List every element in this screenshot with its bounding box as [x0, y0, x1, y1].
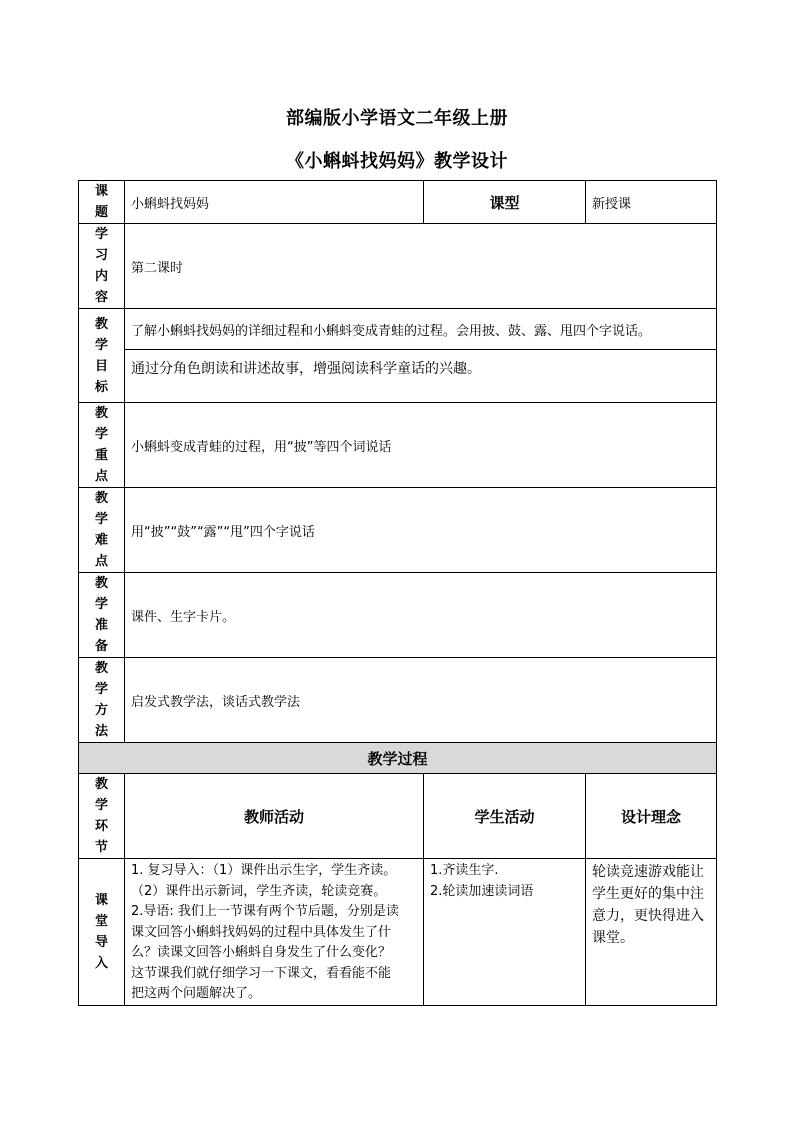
content-value: 第二课时 [125, 224, 717, 309]
col-student-activity: 学生活动 [424, 774, 586, 859]
lesson-plan-table [78, 180, 717, 1006]
row-preparation [79, 573, 717, 658]
col-teacher-activity: 教师活动 [125, 774, 424, 859]
label-methods: 教 学 方 法 [79, 658, 125, 743]
lesson-title: 《小蝌蚪找妈妈》教学设计 [286, 151, 508, 172]
label-key-points: 教 学 重 点 [79, 403, 125, 488]
col-design-concept: 设计理念 [586, 774, 717, 859]
row-column-headers [79, 774, 717, 859]
document-title: 部编版小学语文二年级上册 [286, 108, 508, 129]
row-methods [79, 658, 717, 743]
label-stage: 教 学 环 节 [79, 774, 125, 859]
intro-design-concept: 轮读竞速游戏能让 学生更好的集中注 意力，更快得进入 课堂。 [586, 859, 717, 1006]
key-points-value: 小蝌蚪变成青蛙的过程，用“披”等四个词说话 [125, 403, 717, 488]
label-difficulties: 教 学 难 点 [79, 488, 125, 573]
preparation-value: 课件、生字卡片。 [125, 573, 717, 658]
intro-teacher-activity: 1. 复习导入：（1）课件出示生字，学生齐读。 （2）课件出示新词，学生齐读，轮读竞赛。 2.导语: 我们上一节课有两个节后题，分别是读 课文回答小蝌蚪找妈妈的过程中具体发生了什 么？读课文回答小蝌蚪自身发生了什么变化？ 这节课我们就仔细学习一下课文，看看能不能 把这两个问题解决了。 [125, 859, 424, 1006]
row-goals-1 [79, 309, 717, 350]
row-content [79, 224, 717, 309]
lesson-type-value: 新授课 [586, 181, 717, 224]
label-intro: 课 堂 导 入 [79, 859, 125, 1006]
intro-student-activity: 1.齐读生字. 2.轮读加速读词语 [424, 859, 586, 1006]
goal-item-2: 通过分角色朗读和讲述故事，增强阅读科学童话的兴趣。 [125, 350, 717, 403]
row-intro [79, 859, 717, 1006]
row-key-points [79, 403, 717, 488]
row-process-heading [79, 743, 717, 774]
label-goals: 教 学 目 标 [79, 309, 125, 403]
goal-item-1: 了解小蝌蚪找妈妈的详细过程和小蝌蚪变成青蛙的过程。会用披、鼓、露、甩四个字说话。 [125, 309, 717, 350]
lesson-type-label: 课型 [424, 181, 586, 224]
label-preparation: 教 学 准 备 [79, 573, 125, 658]
topic-value: 小蝌蚪找妈妈 [125, 181, 424, 224]
row-topic [79, 181, 717, 224]
row-difficulties [79, 488, 717, 573]
row-goals-2 [79, 350, 717, 403]
difficulties-value: 用“披”“鼓”“露”“甩”四个字说话 [125, 488, 717, 573]
label-content: 学 习 内 容 [79, 224, 125, 309]
process-heading: 教学过程 [79, 743, 717, 774]
label-topic: 课 题 [79, 181, 125, 224]
methods-value: 启发式教学法，谈话式教学法 [125, 658, 717, 743]
